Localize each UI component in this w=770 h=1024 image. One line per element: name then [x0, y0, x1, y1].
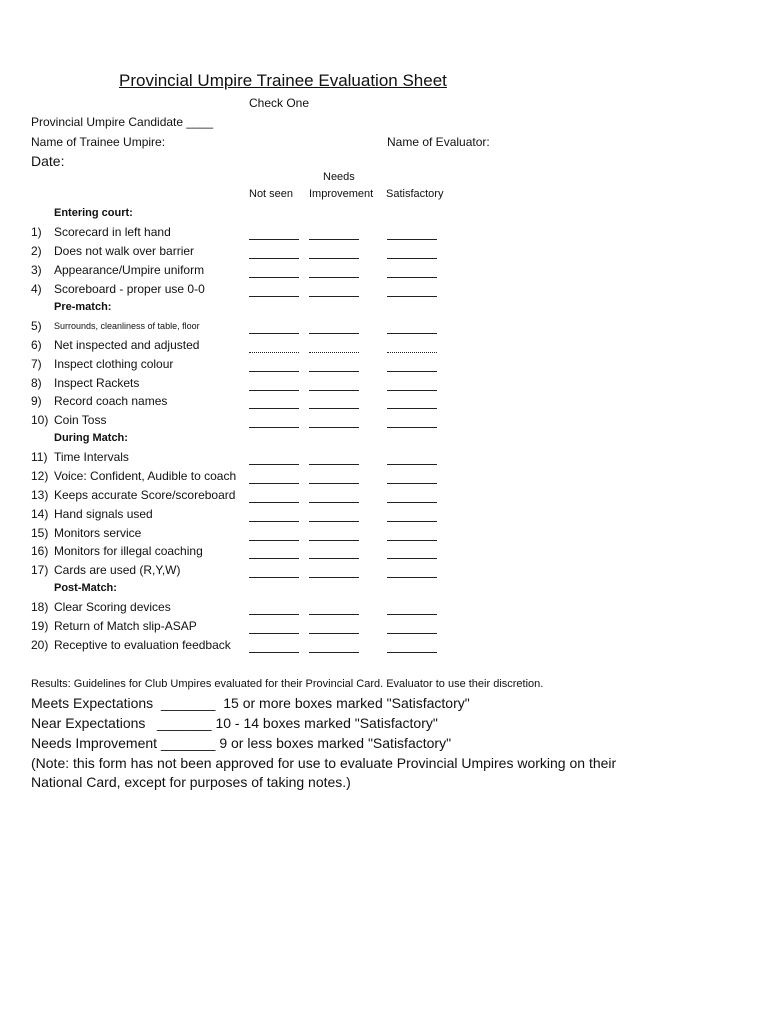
item-number: 20)	[31, 638, 49, 652]
item-label: Monitors service	[54, 526, 142, 540]
not-seen-blank[interactable]	[249, 633, 299, 634]
satisfactory-blank[interactable]	[387, 502, 437, 503]
item-label: Surrounds, cleanliness of table, floor	[54, 321, 200, 331]
not-seen-blank[interactable]	[249, 558, 299, 559]
needs-improvement-blank[interactable]	[309, 614, 359, 615]
item-number: 19)	[31, 619, 49, 633]
note-line-1: (Note: this form has not been approved for use to evaluate Provincial Umpires working on their	[31, 755, 617, 771]
list-item	[0, 543, 770, 559]
list-item	[0, 562, 770, 578]
not-seen-blank[interactable]	[249, 239, 299, 240]
list-item	[0, 375, 770, 391]
near-expectations-line: Near Expectations _______ 10 - 14 boxes marked "Satisfactory"	[31, 715, 438, 731]
list-item	[0, 224, 770, 240]
list-item	[0, 243, 770, 259]
evaluator-name-label: Name of Evaluator:	[387, 135, 490, 149]
needs-improvement-blank[interactable]	[309, 296, 359, 297]
needs-improvement-blank[interactable]	[309, 390, 359, 391]
satisfactory-blank[interactable]	[387, 408, 437, 409]
satisfactory-blank[interactable]	[387, 633, 437, 634]
not-seen-blank[interactable]	[249, 427, 299, 428]
needs-improvement-blank[interactable]	[309, 408, 359, 409]
satisfactory-blank[interactable]	[387, 371, 437, 372]
item-number: 11)	[31, 450, 48, 464]
list-item	[0, 506, 770, 522]
not-seen-blank[interactable]	[249, 614, 299, 615]
needs-improvement-blank[interactable]	[309, 633, 359, 634]
satisfactory-blank[interactable]	[387, 296, 437, 297]
date-label: Date:	[31, 153, 65, 169]
needs-improvement-blank[interactable]	[309, 540, 359, 541]
needs-improvement-blank[interactable]	[309, 558, 359, 559]
list-item	[0, 487, 770, 503]
not-seen-blank[interactable]	[249, 258, 299, 259]
satisfactory-blank[interactable]	[387, 652, 437, 653]
page-title: Provincial Umpire Trainee Evaluation Sheet	[119, 71, 447, 90]
list-item	[0, 599, 770, 615]
item-number: 3)	[31, 263, 42, 277]
item-number: 7)	[31, 357, 42, 371]
item-label: Net inspected and adjusted	[54, 338, 200, 352]
section-post-match: Post-Match:	[54, 582, 117, 594]
needs-improvement-blank[interactable]	[309, 652, 359, 653]
item-label: Inspect clothing colour	[54, 357, 174, 371]
item-number: 5)	[31, 319, 42, 333]
satisfactory-blank[interactable]	[387, 277, 437, 278]
not-seen-blank[interactable]	[249, 521, 299, 522]
check-one-label: Check One	[249, 96, 310, 110]
list-item	[0, 618, 770, 634]
list-item	[0, 525, 770, 541]
satisfactory-blank[interactable]	[387, 352, 437, 353]
note-line-2: National Card, except for purposes of taking notes.)	[31, 774, 351, 790]
not-seen-blank[interactable]	[249, 296, 299, 297]
item-number: 4)	[31, 282, 42, 296]
needs-improvement-blank[interactable]	[309, 277, 359, 278]
item-label: Scoreboard - proper use 0-0	[54, 282, 205, 296]
needs-improvement-blank[interactable]	[309, 502, 359, 503]
item-label: Monitors for illegal coaching	[54, 544, 203, 558]
needs-improvement-blank[interactable]	[309, 239, 359, 240]
col-needs-label: Needs	[323, 171, 355, 183]
item-number: 14)	[31, 507, 49, 521]
needs-improvement-blank[interactable]	[309, 464, 359, 465]
item-number: 1)	[31, 225, 42, 239]
satisfactory-blank[interactable]	[387, 390, 437, 391]
section-during-match: During Match:	[54, 432, 128, 444]
list-item	[0, 281, 770, 297]
item-label: Appearance/Umpire uniform	[54, 263, 205, 277]
needs-improvement-blank[interactable]	[309, 258, 359, 259]
not-seen-blank[interactable]	[249, 277, 299, 278]
item-label: Does not walk over barrier	[54, 244, 195, 258]
satisfactory-blank[interactable]	[387, 258, 437, 259]
list-item	[0, 356, 770, 372]
item-number: 12)	[31, 469, 49, 483]
item-number: 13)	[31, 488, 49, 502]
list-item	[0, 337, 770, 353]
list-item	[0, 449, 770, 465]
not-seen-blank[interactable]	[249, 502, 299, 503]
not-seen-blank[interactable]	[249, 352, 299, 353]
candidate-label: Provincial Umpire Candidate ____	[31, 115, 214, 129]
satisfactory-blank[interactable]	[387, 464, 437, 465]
trainee-name-label: Name of Trainee Umpire:	[31, 135, 166, 149]
item-number: 17)	[31, 563, 49, 577]
needs-improvement-line: Needs Improvement _______ 9 or less boxes marked "Satisfactory"	[31, 735, 452, 751]
needs-improvement-blank[interactable]	[309, 521, 359, 522]
satisfactory-blank[interactable]	[387, 614, 437, 615]
item-number: 10)	[31, 413, 49, 427]
col-satisfactory-label: Satisfactory	[386, 188, 444, 200]
list-item	[0, 393, 770, 409]
not-seen-blank[interactable]	[249, 464, 299, 465]
list-item	[0, 318, 770, 334]
item-number: 16)	[31, 544, 49, 558]
satisfactory-blank[interactable]	[387, 577, 437, 578]
satisfactory-blank[interactable]	[387, 521, 437, 522]
list-item	[0, 468, 770, 484]
item-label: Scorecard in left hand	[54, 225, 171, 239]
item-label: Inspect Rackets	[54, 376, 140, 390]
item-label: Record coach names	[54, 394, 168, 408]
needs-improvement-blank[interactable]	[309, 427, 359, 428]
needs-improvement-blank[interactable]	[309, 352, 359, 353]
results-guidelines: Results: Guidelines for Club Umpires evaluated for their Provincial Card. Evaluator to use their discretion.	[31, 678, 544, 690]
not-seen-blank[interactable]	[249, 577, 299, 578]
item-label: Keeps accurate Score/scoreboard	[54, 488, 236, 502]
not-seen-blank[interactable]	[249, 483, 299, 484]
item-number: 2)	[31, 244, 42, 258]
not-seen-blank[interactable]	[249, 371, 299, 372]
needs-improvement-blank[interactable]	[309, 483, 359, 484]
not-seen-blank[interactable]	[249, 408, 299, 409]
satisfactory-blank[interactable]	[387, 239, 437, 240]
item-label: Voice: Confident, Audible to coach	[54, 469, 237, 483]
item-label: Receptive to evaluation feedback	[54, 638, 231, 652]
item-label: Time Intervals	[54, 450, 129, 464]
satisfactory-blank[interactable]	[387, 333, 437, 334]
item-number: 8)	[31, 376, 42, 390]
list-item	[0, 412, 770, 428]
item-number: 15)	[31, 526, 49, 540]
not-seen-blank[interactable]	[249, 652, 299, 653]
satisfactory-blank[interactable]	[387, 427, 437, 428]
item-label: Coin Toss	[54, 413, 107, 427]
meets-expectations-line: Meets Expectations _______ 15 or more boxes marked "Satisfactory"	[31, 695, 470, 711]
col-not-seen-label: Not seen	[249, 188, 294, 200]
item-label: Cards are used (R,Y,W)	[54, 563, 181, 577]
satisfactory-blank[interactable]	[387, 558, 437, 559]
item-number: 6)	[31, 338, 42, 352]
satisfactory-blank[interactable]	[387, 540, 437, 541]
not-seen-blank[interactable]	[249, 333, 299, 334]
item-label: Clear Scoring devices	[54, 600, 171, 614]
needs-improvement-blank[interactable]	[309, 333, 359, 334]
item-number: 18)	[31, 600, 49, 614]
col-improvement-label: Improvement	[309, 188, 374, 200]
item-label: Hand signals used	[54, 507, 153, 521]
section-entering-court: Entering court:	[54, 207, 133, 219]
satisfactory-blank[interactable]	[387, 483, 437, 484]
not-seen-blank[interactable]	[249, 390, 299, 391]
item-number: 9)	[31, 394, 42, 408]
list-item	[0, 262, 770, 278]
needs-improvement-blank[interactable]	[309, 371, 359, 372]
list-item	[0, 637, 770, 653]
section-pre-match: Pre-match:	[54, 301, 112, 313]
needs-improvement-blank[interactable]	[309, 577, 359, 578]
not-seen-blank[interactable]	[249, 540, 299, 541]
item-label: Return of Match slip-ASAP	[54, 619, 197, 633]
